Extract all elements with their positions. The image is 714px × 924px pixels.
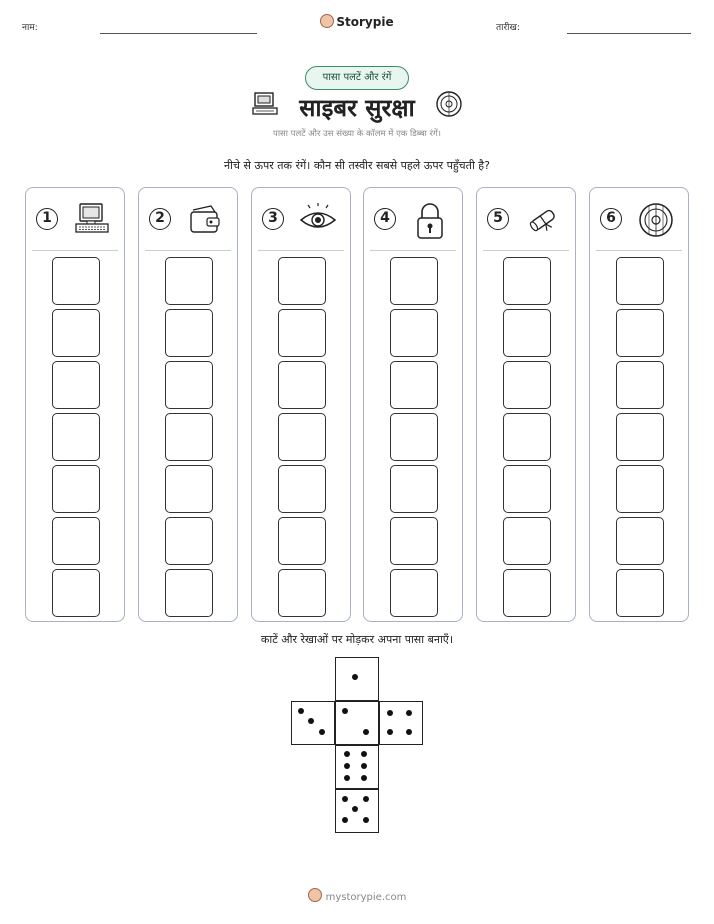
color-box[interactable] xyxy=(616,257,664,305)
column-divider xyxy=(596,250,682,251)
pip xyxy=(298,708,304,714)
title-text: साइबर सुरक्षा xyxy=(299,93,415,122)
page-title xyxy=(0,90,714,124)
instruction: नीचे से ऊपर तक रंगें। कौन सी तस्वीर सबसे पहले ऊपर पहुँचती है? xyxy=(224,159,490,172)
column-number: 1 xyxy=(36,208,58,230)
brand-logo xyxy=(0,14,714,29)
color-box[interactable] xyxy=(165,465,213,513)
die-face-6 xyxy=(335,745,379,789)
column-divider xyxy=(370,250,456,251)
color-box[interactable] xyxy=(390,309,438,357)
column-divider xyxy=(145,250,231,251)
column-number: 5 xyxy=(487,208,509,230)
box-stack xyxy=(503,257,551,621)
color-box[interactable] xyxy=(390,569,438,617)
brand-name: Storypie xyxy=(336,15,394,29)
color-box[interactable] xyxy=(165,257,213,305)
shield-icon xyxy=(636,200,676,240)
column-divider xyxy=(32,250,118,251)
color-box[interactable] xyxy=(503,361,551,409)
color-box[interactable] xyxy=(52,465,100,513)
color-box[interactable] xyxy=(278,465,326,513)
color-box[interactable] xyxy=(165,309,213,357)
subtitle: पासा पलटें और उस संख्या के कॉलम में एक डिब्बा रंगें। xyxy=(273,129,441,139)
computer-icon xyxy=(251,91,279,123)
pip xyxy=(344,763,350,769)
bear-icon xyxy=(320,14,334,28)
pip xyxy=(352,806,358,812)
column-4 xyxy=(363,187,463,622)
color-box[interactable] xyxy=(616,309,664,357)
pip xyxy=(363,729,369,735)
color-box[interactable] xyxy=(278,257,326,305)
die-face-3 xyxy=(291,701,335,745)
pip xyxy=(352,674,358,680)
color-box[interactable] xyxy=(390,465,438,513)
box-stack xyxy=(52,257,100,621)
color-box[interactable] xyxy=(52,517,100,565)
wallet-icon xyxy=(185,200,225,240)
pip xyxy=(319,729,325,735)
box-stack xyxy=(616,257,664,621)
pip xyxy=(361,751,367,757)
box-stack xyxy=(165,257,213,621)
color-box[interactable] xyxy=(616,517,664,565)
pip xyxy=(342,817,348,823)
pip xyxy=(387,710,393,716)
name-line[interactable] xyxy=(100,33,257,34)
pip xyxy=(344,751,350,757)
color-box[interactable] xyxy=(52,309,100,357)
column-number: 2 xyxy=(149,208,171,230)
color-box[interactable] xyxy=(616,465,664,513)
column-number: 3 xyxy=(262,208,284,230)
pip xyxy=(406,710,412,716)
column-2 xyxy=(138,187,238,622)
cut-instruction: काटें और रेखाओं पर मोड़कर अपना पासा बनाएँ। xyxy=(260,633,454,646)
die-face-2 xyxy=(335,701,379,745)
color-box[interactable] xyxy=(390,413,438,461)
color-box[interactable] xyxy=(278,517,326,565)
column-1 xyxy=(25,187,125,622)
pip xyxy=(344,775,350,781)
pip xyxy=(361,775,367,781)
shield-icon xyxy=(435,90,463,124)
footer xyxy=(0,888,714,903)
color-box[interactable] xyxy=(503,309,551,357)
die-face-1 xyxy=(335,657,379,701)
color-box[interactable] xyxy=(503,413,551,461)
color-box[interactable] xyxy=(503,257,551,305)
color-box[interactable] xyxy=(165,517,213,565)
color-box[interactable] xyxy=(616,413,664,461)
padlock-icon xyxy=(410,200,450,240)
eye-icon xyxy=(298,200,338,240)
color-box[interactable] xyxy=(278,361,326,409)
bear-icon xyxy=(308,888,322,902)
color-box[interactable] xyxy=(390,257,438,305)
name-label: नाम: xyxy=(22,23,38,33)
color-box[interactable] xyxy=(503,465,551,513)
color-box[interactable] xyxy=(52,361,100,409)
color-box[interactable] xyxy=(278,309,326,357)
column-number: 6 xyxy=(600,208,622,230)
color-box[interactable] xyxy=(278,413,326,461)
color-box[interactable] xyxy=(503,569,551,617)
activity-tag: पासा पलटें और रंगें xyxy=(305,66,409,90)
color-box[interactable] xyxy=(503,517,551,565)
date-line[interactable] xyxy=(567,33,691,34)
color-box[interactable] xyxy=(165,569,213,617)
pip xyxy=(361,763,367,769)
column-divider xyxy=(258,250,344,251)
column-6 xyxy=(589,187,689,622)
box-stack xyxy=(278,257,326,621)
color-box[interactable] xyxy=(616,361,664,409)
color-box[interactable] xyxy=(52,413,100,461)
column-divider xyxy=(483,250,569,251)
color-box[interactable] xyxy=(52,569,100,617)
color-box[interactable] xyxy=(165,361,213,409)
color-box[interactable] xyxy=(616,569,664,617)
color-box[interactable] xyxy=(165,413,213,461)
column-number: 4 xyxy=(374,208,396,230)
die-face-5 xyxy=(335,789,379,833)
die-face-4 xyxy=(379,701,423,745)
computer-icon xyxy=(72,200,112,240)
pip xyxy=(342,796,348,802)
color-box[interactable] xyxy=(278,569,326,617)
footer-url[interactable]: mystorypie.com xyxy=(325,892,407,903)
color-box[interactable] xyxy=(390,517,438,565)
pip xyxy=(363,796,369,802)
pip xyxy=(342,708,348,714)
color-box[interactable] xyxy=(390,361,438,409)
column-5 xyxy=(476,187,576,622)
box-stack xyxy=(390,257,438,621)
pip xyxy=(363,817,369,823)
column-3 xyxy=(251,187,351,622)
pip xyxy=(406,729,412,735)
color-box[interactable] xyxy=(52,257,100,305)
date-label: तारीख: xyxy=(496,23,520,33)
pip xyxy=(387,729,393,735)
scroll-icon xyxy=(523,200,563,240)
pip xyxy=(308,718,314,724)
